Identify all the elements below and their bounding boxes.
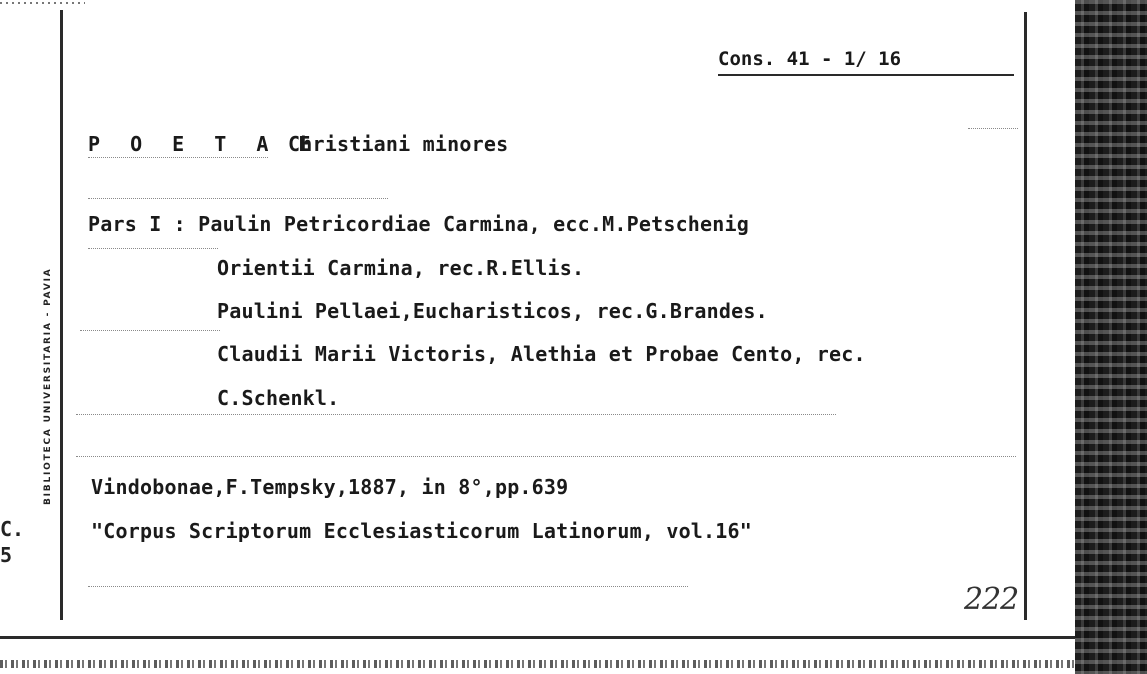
ruled-line [80, 330, 220, 331]
contents-line-3: Paulini Pellaei,Eucharisticos, rec.G.Brandes. [217, 299, 768, 323]
top-edge-marks [0, 2, 85, 4]
series-note: "Corpus Scriptorum Ecclesiasticorum Latinorum, vol.16" [91, 519, 753, 543]
bottom-rule [0, 636, 1075, 639]
work-title: Christiani minores [288, 132, 509, 156]
shelf-mark-line2: 5 [0, 543, 13, 567]
call-number-underline [718, 74, 1014, 76]
author-heading: P O E T A E [88, 132, 320, 156]
left-margin-rule [60, 10, 63, 620]
right-margin-rule [1024, 12, 1027, 620]
contents-line-4: Claudii Marii Victoris, Alethia et Probae Cento, rec. [217, 342, 866, 366]
shelf-mark-line1: C. [0, 517, 25, 541]
contents-line-5: C.Schenkl. [217, 386, 340, 410]
ruled-line [76, 456, 1016, 457]
call-number: Cons. 41 - 1/ 16 [718, 48, 902, 70]
shelf-mark [0, 516, 24, 568]
ruled-line [88, 198, 388, 199]
contents-line-2: Orientii Carmina, rec.R.Ellis. [217, 256, 585, 280]
scan-edge-shadow [1075, 0, 1147, 674]
ruled-line [88, 586, 688, 587]
imprint: Vindobonae,F.Tempsky,1887, in 8°,pp.639 [91, 475, 569, 499]
ruled-line [968, 128, 1018, 129]
contents-line-1: Pars I : Paulin Petricordiae Carmina, ecc.M.Petschenig [88, 212, 750, 236]
bottom-scan-noise [0, 660, 1075, 668]
ruled-line [88, 157, 268, 158]
ruled-line [88, 248, 218, 249]
library-stamp: BIBLIOTECA UNIVERSITARIA - PAVIA [43, 267, 53, 505]
handwritten-number: 222 [964, 582, 1019, 617]
ruled-line [76, 414, 836, 415]
